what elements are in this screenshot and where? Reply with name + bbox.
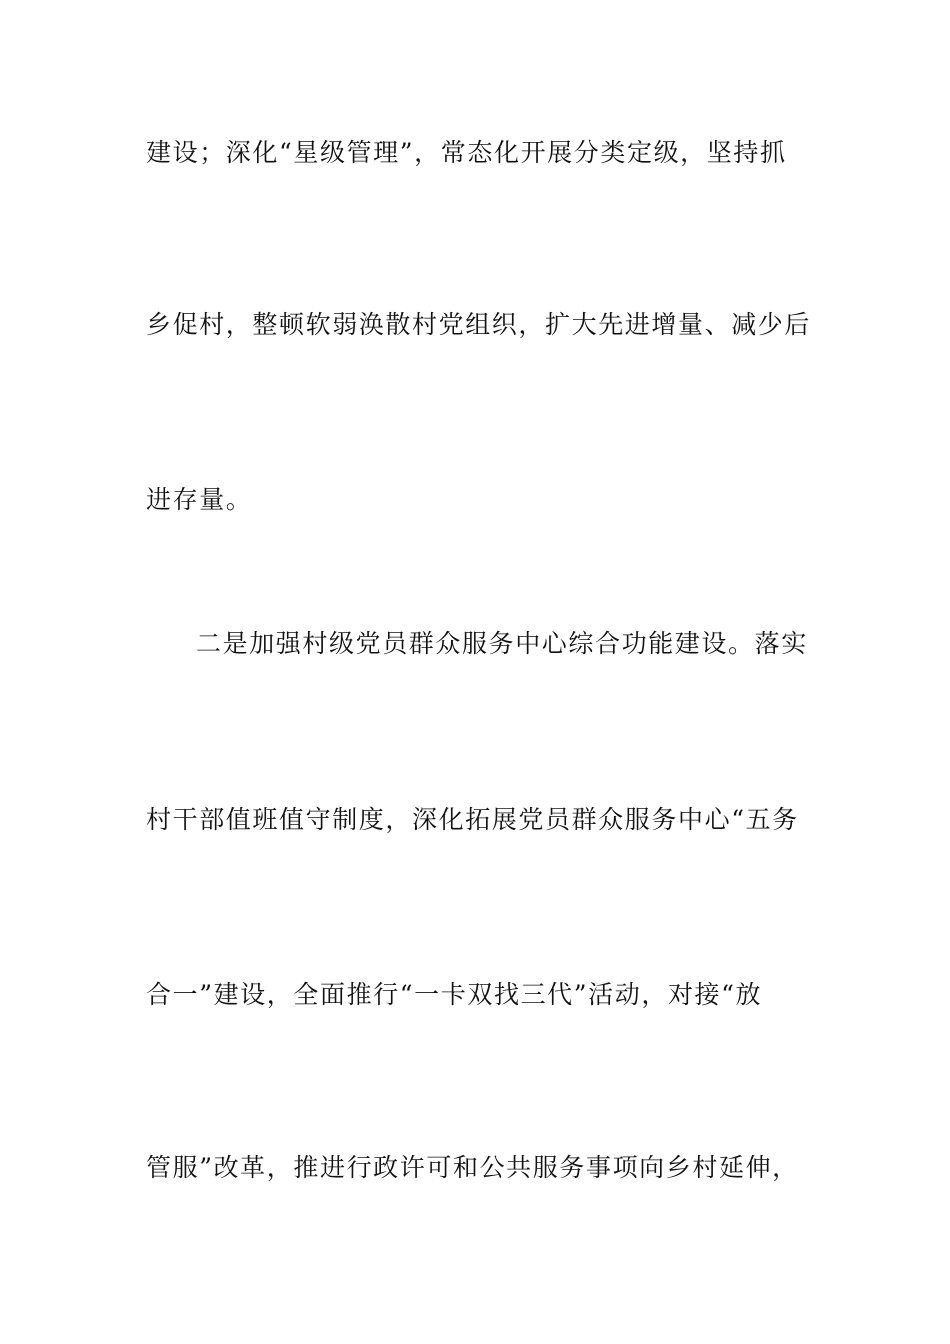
paragraph-line: 合一”建设，全面推行“一卡双找三代”活动，对接“放	[146, 980, 763, 1009]
paragraph-line: 乡促村，整顿软弱涣散村党组织，扩大先进增量、减少后	[146, 310, 812, 339]
paragraph-first-line: 二是加强村级党员群众服务中心综合功能建设。落实	[196, 629, 808, 658]
paragraph-line: 管服”改革，推进行政许可和公共服务事项向乡村延伸，	[146, 1153, 799, 1182]
paragraph-line: 村干部值班值守制度，深化拓展党员群众服务中心“五务	[146, 805, 799, 834]
paragraph-line: 建设；深化“星级管理”，常态化开展分类定级，坚持抓	[146, 138, 787, 167]
paragraph-line: 进存量。	[146, 485, 253, 514]
